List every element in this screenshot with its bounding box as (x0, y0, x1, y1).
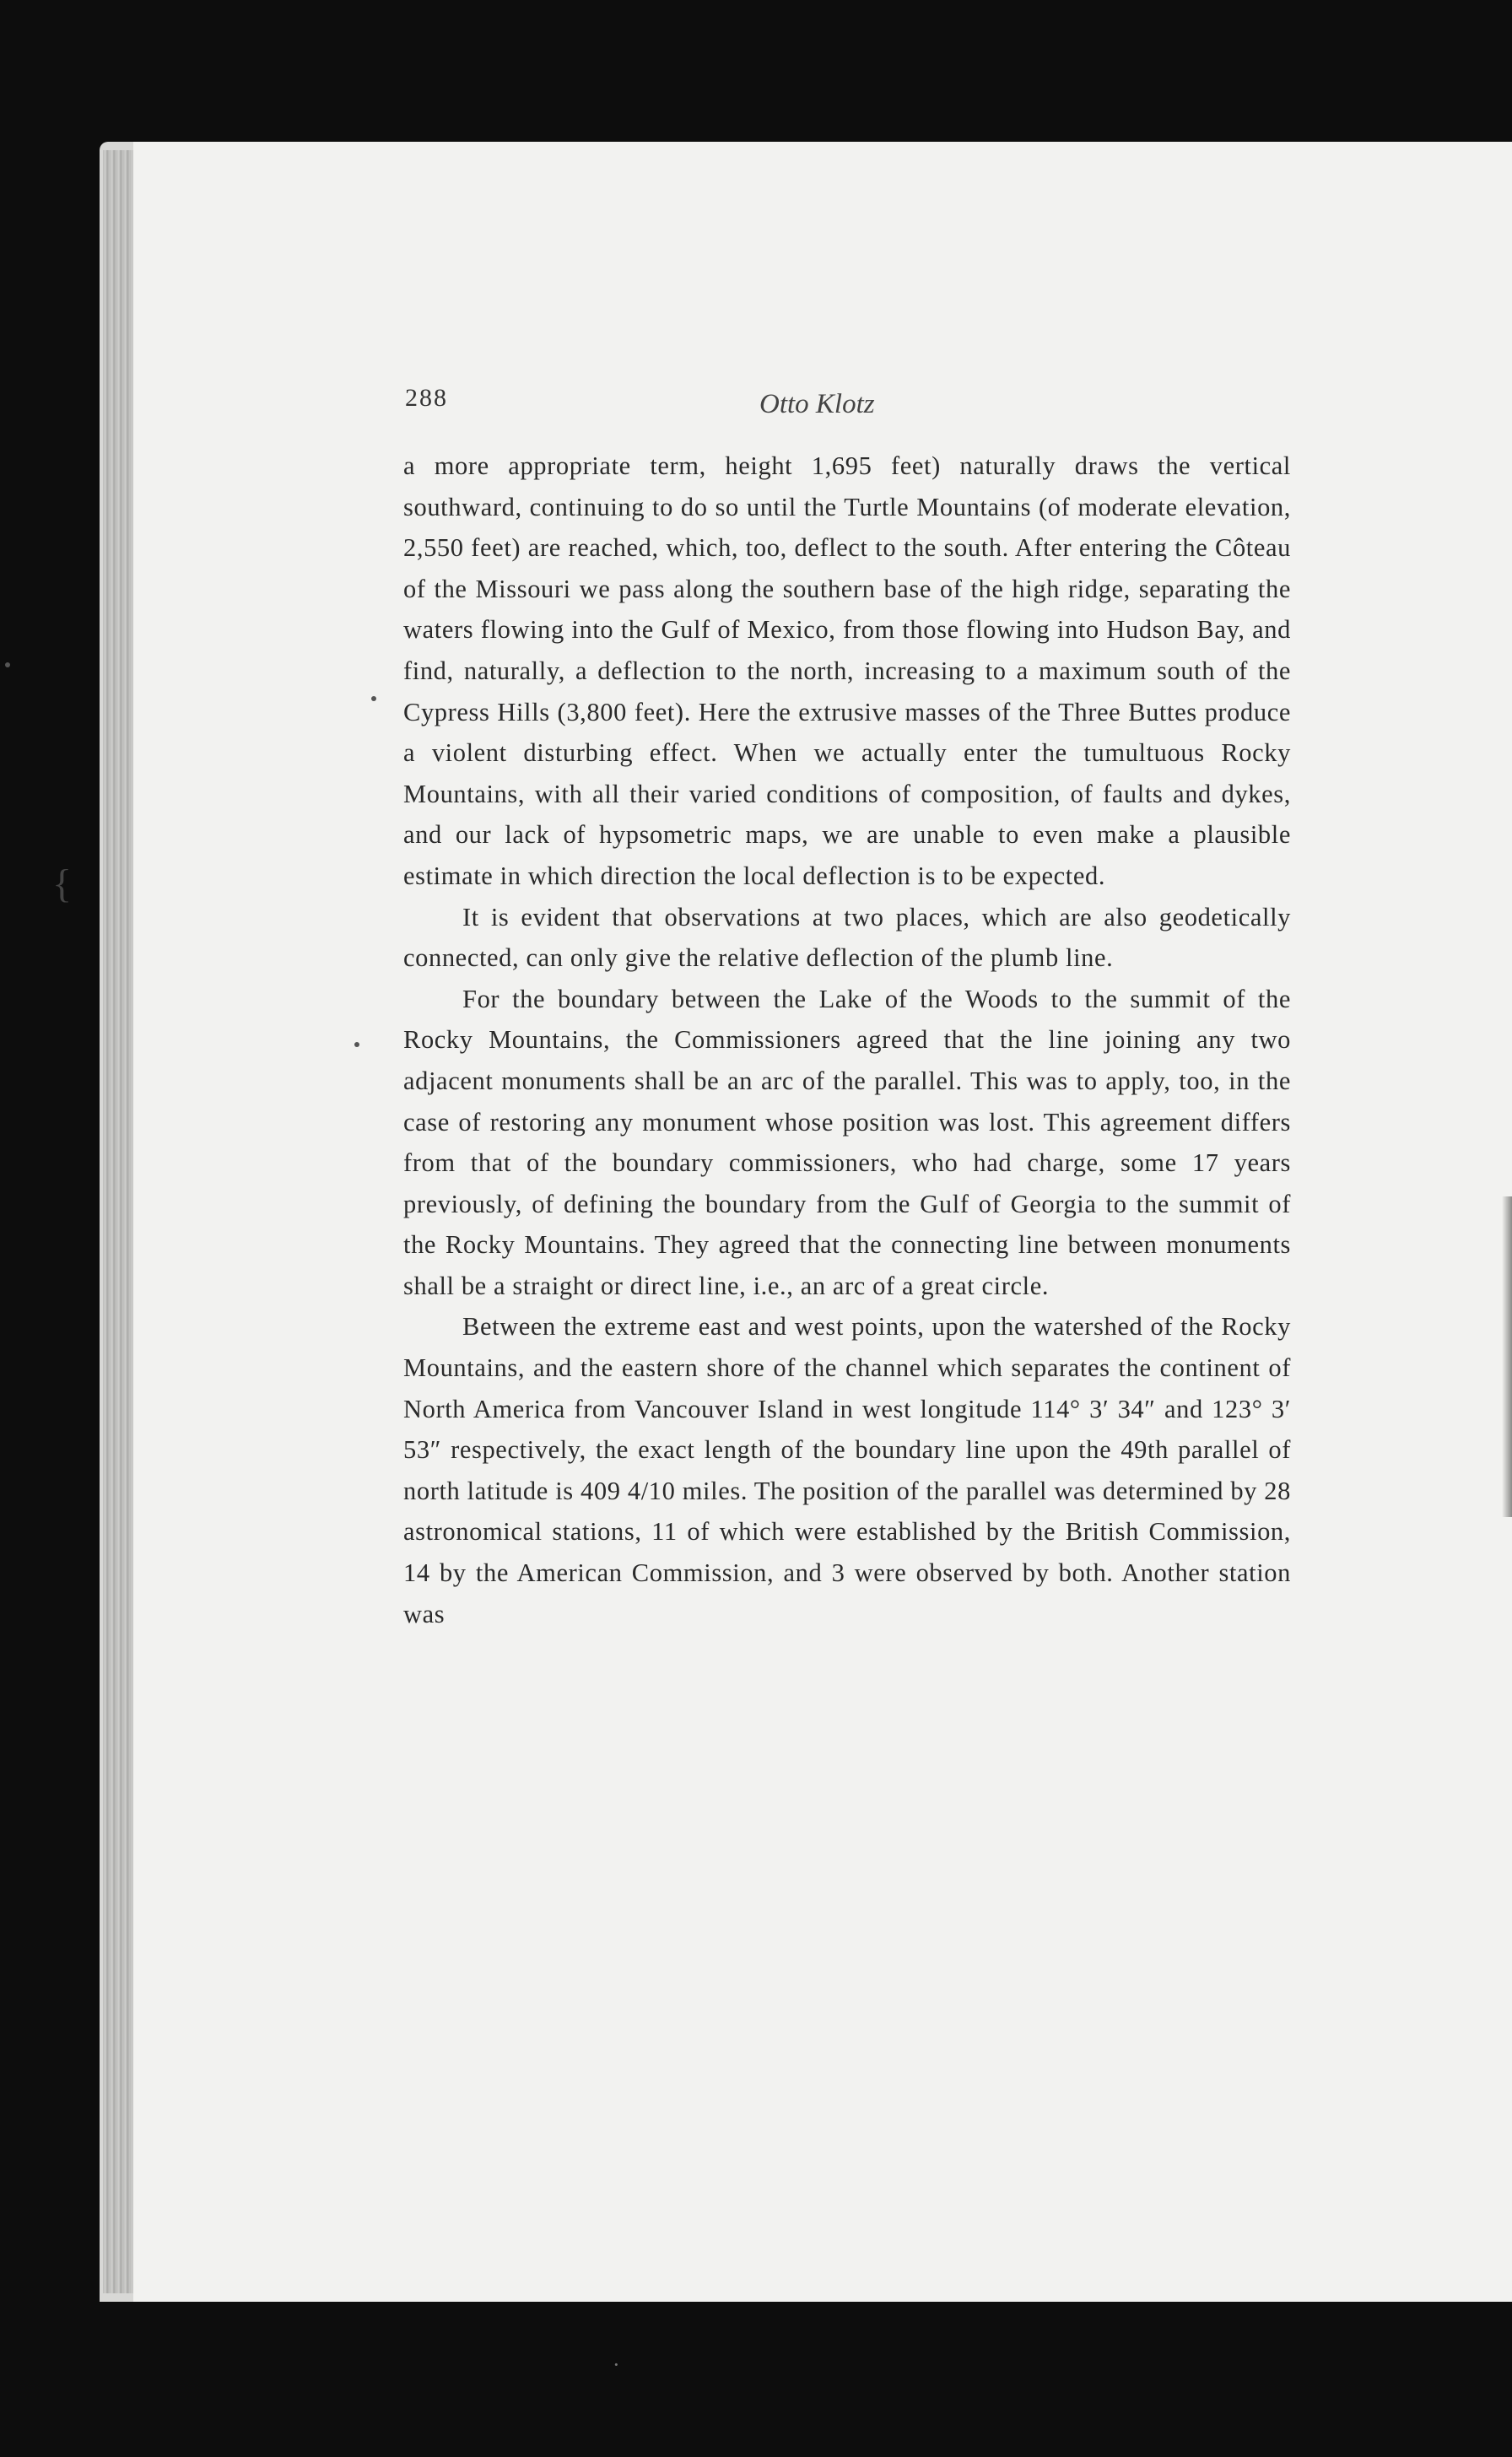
page-stack (103, 150, 133, 2293)
page-shadow (1502, 1196, 1512, 1517)
margin-mark: { (52, 861, 73, 906)
page-header (405, 384, 1291, 435)
speck (354, 1042, 359, 1047)
paragraph-4: Between the extreme east and west points, upon the watershed of the Rocky Mountains, and the eastern shore of the channel which separates the continent of North America from Vancouver Island in west longitude 114° 3′ 34″ and 123° 3′ 53″ respectively, the exact length of the boundary line upon the 49th parallel of north latitude is 409 4/10 miles. The position of the parallel was determined by 28 astronomical stations, 11 of which were established by the British Commission, 14 by the American Commission, and 3 were observed by both. Another station was (403, 1312, 1291, 1628)
speck (371, 696, 376, 701)
paragraph-1: a more appropriate term, height 1,695 feet) naturally draws the vertical southward, continuing to do so until the Turtle Mountains (of moderate elevation, 2,550 feet) are reached, which, too, deflect to the south. After entering the Côteau of the Missouri we pass along the southern base of the high ridge, separating the waters flowing into the Gulf of Mexico, from those flowing into Hudson Bay, and find, naturally, a deflection to the north, increasing to a maximum south of the Cypress Hills (3,800 feet). Here the extrusive masses of the Three Buttes produce a violent disturbing effect. When we actually enter the tumultuous Rocky Mountains, with all their varied conditions of composition, of faults and dykes, and our lack of hypsometric maps, we are unable to even make a plausible estimate in which direction the local deflection is to be expected. (403, 451, 1291, 890)
speck (5, 662, 10, 667)
paragraph-3: For the boundary between the Lake of the Woods to the summit of the Rocky Mountains, the Commissioners agreed that the line joining any two adjacent monuments shall be an arc of the parallel. This was to apply, too, in the case of restoring any monument whose position was lost. This agreement differs from that of the boundary commissioners, who had charge, some 17 years previously, of defining the boundary from the Gulf of Georgia to the summit of the Rocky Mountains. They agreed that the connecting line between monuments shall be a straight or direct line, i.e., an arc of a great circle. (403, 984, 1291, 1300)
paragraph-2: It is evident that observations at two places, which are also geodetically connected, can only give the relative deflection of the plumb line. (403, 902, 1291, 973)
body-text (403, 446, 1291, 1634)
running-head: Otto Klotz (759, 389, 875, 419)
page-number: 288 (405, 384, 448, 412)
bottom-mark: · (613, 2352, 620, 2377)
